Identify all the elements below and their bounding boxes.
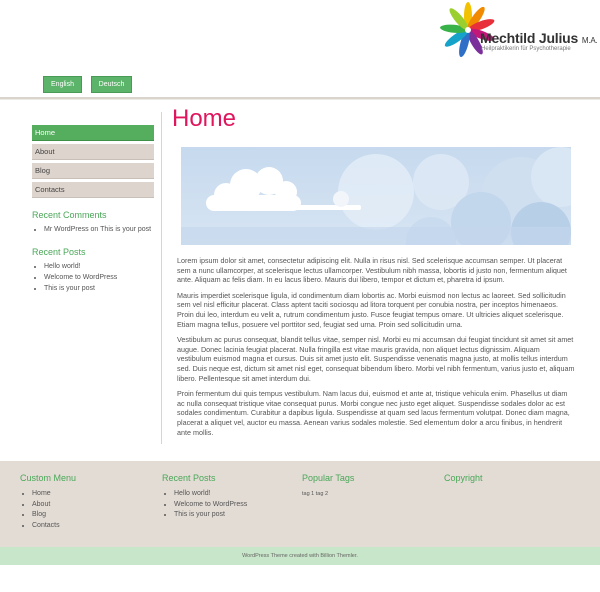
- footer-menu-item-contacts[interactable]: • Contacts: [32, 521, 150, 532]
- footer-popular-tags: [302, 473, 432, 497]
- recent-comments-list: [32, 224, 154, 235]
- footer-recent-posts-heading: Recent Posts: [162, 473, 216, 483]
- tag-cloud: [302, 491, 432, 497]
- recent-comment-item[interactable]: • Mr WordPress on This is your post: [44, 224, 154, 235]
- header-divider: [0, 97, 600, 100]
- footer-custom-menu: [20, 473, 150, 531]
- theme-credit: WordPress Theme created with Billion Themler.: [0, 547, 600, 565]
- content-paragraph: Vestibulum ac purus consequat, blandit tellus vitae, semper nisl. Morbi eu mi accumsan dui feugiat tincidunt sit amet sit amet augue. Donec lacinia feugiat placerat. Nulla fringilla est vitae mauris gravida, non aliquet lectus dignissim. Aliquam vestibulum euismod magna et cursus. Duis sit amet justo elit. Suspendisse venenatis magna justo, at mollis tellus interdum sed. Duis neque est, dictum sit amet nisl eget, consequat bibendum libero. Morbi vel nibh fermentum, varius justo et, aliquam libero. Pellentesque sit amet interdum dui.: [177, 335, 575, 383]
- footer: [0, 461, 600, 547]
- recent-posts-list: [32, 261, 154, 294]
- footer-menu-item-about[interactable]: • About: [32, 500, 150, 511]
- content-paragraph: Mauris imperdiet scelerisque ligula, id condimentum diam lobortis ac. Morbi euismod non lectus ac laoreet. Sed sollicitudin sem vel nisl efficitur placerat. Class aptent taciti sociosqu ad litora torquent per conubia nostra, per inceptos himenaeos. Proin dui leo, interdum eu velit a, rutrum condimentum justo. Fusce feugiat tempus ornare. Ut ultricies aliquet scelerisque. Etiam magna tellus, posuere vel porttitor sed, feugiat sed urna. Proin sed sollicitudin urna.: [177, 290, 566, 329]
- footer-recent-post-link[interactable]: • Hello world!: [174, 489, 292, 500]
- sidebar-nav-blog[interactable]: Blog: [32, 163, 154, 179]
- recent-post-link[interactable]: • This is your post: [44, 283, 154, 294]
- footer-recent-posts: [162, 473, 292, 521]
- footer-recent-post-link[interactable]: • This is your post: [174, 510, 292, 521]
- footer-menu-list: [20, 489, 150, 531]
- post-content: [177, 256, 575, 443]
- sidebar-nav-about[interactable]: About: [32, 144, 154, 160]
- sidebar: [32, 125, 154, 294]
- footer-copyright: [444, 473, 574, 489]
- recent-posts-heading: Recent Posts: [32, 247, 86, 257]
- footer-menu-item-home[interactable]: • Home: [32, 489, 150, 500]
- brand-tagline: Heilpraktikerin für Psychotherapie: [481, 46, 571, 52]
- sidebar-nav-home[interactable]: Home: [32, 125, 154, 141]
- sky-clouds-hero-image: [181, 147, 571, 245]
- footer-recent-post-link[interactable]: • Welcome to WordPress: [174, 500, 292, 511]
- brand-name: [480, 30, 597, 46]
- page-title: Home: [172, 105, 237, 132]
- recent-post-link[interactable]: • Welcome to WordPress: [44, 272, 154, 283]
- footer-recent-posts-list: [162, 489, 292, 521]
- footer-menu-item-blog[interactable]: • Blog: [32, 510, 150, 521]
- recent-post-link[interactable]: • Hello world!: [44, 261, 154, 272]
- content-paragraph: Proin fermentum dui quis tempus vestibulum. Nam lacus dui, euismod et ante at, tristique vehicula enim. Phasellus ut diam ac nulla consequat tristique vitae consequat purus. Morbi congue nec justo eget aliquet. Suspendisse sodales dolor ac est sodales condimentum. Curabitur a dapibus ligula. Suspendisse at quam sed lacus fermentum volutpat. Donec diam magna, placerat a aliquet vel, auctor eu massa. Aenean varius sodales molestie. Sed elementum dolor a arcu finibus, in hendrerit ante mollis.: [177, 389, 570, 437]
- footer-popular-tags-heading: Popular Tags: [302, 473, 355, 483]
- sidebar-nav-contacts[interactable]: Contacts: [32, 182, 154, 198]
- language-button-deutsch[interactable]: Deutsch: [91, 76, 132, 93]
- tag-link[interactable]: tag 1: [302, 491, 315, 497]
- footer-copyright-heading: Copyright: [444, 473, 483, 483]
- language-button-english[interactable]: English: [43, 76, 82, 93]
- brand-name-text: Mechtild Julius: [480, 30, 579, 46]
- content-paragraph: Lorem ipsum dolor sit amet, consectetur adipiscing elit. Nulla in risus nisl. Sed scelerisque accumsan semper. Ut placerat sem a nunc ullamcorper, at scelerisque lectus ullamcorper. Vestibulum nibh massa, lobortis id justo non, fermentum aliquet ante. Aliquam ac felis diam. In eu lacus libero. Mauris dui libero, tempor et dictum et, pharetra id ipsum.: [177, 256, 567, 285]
- content-divider: [161, 112, 162, 444]
- tag-link[interactable]: tag 2: [315, 491, 328, 497]
- recent-comments-heading: Recent Comments: [32, 210, 107, 220]
- footer-custom-menu-heading: Custom Menu: [20, 473, 77, 483]
- brand-suffix: M.A.: [581, 36, 598, 45]
